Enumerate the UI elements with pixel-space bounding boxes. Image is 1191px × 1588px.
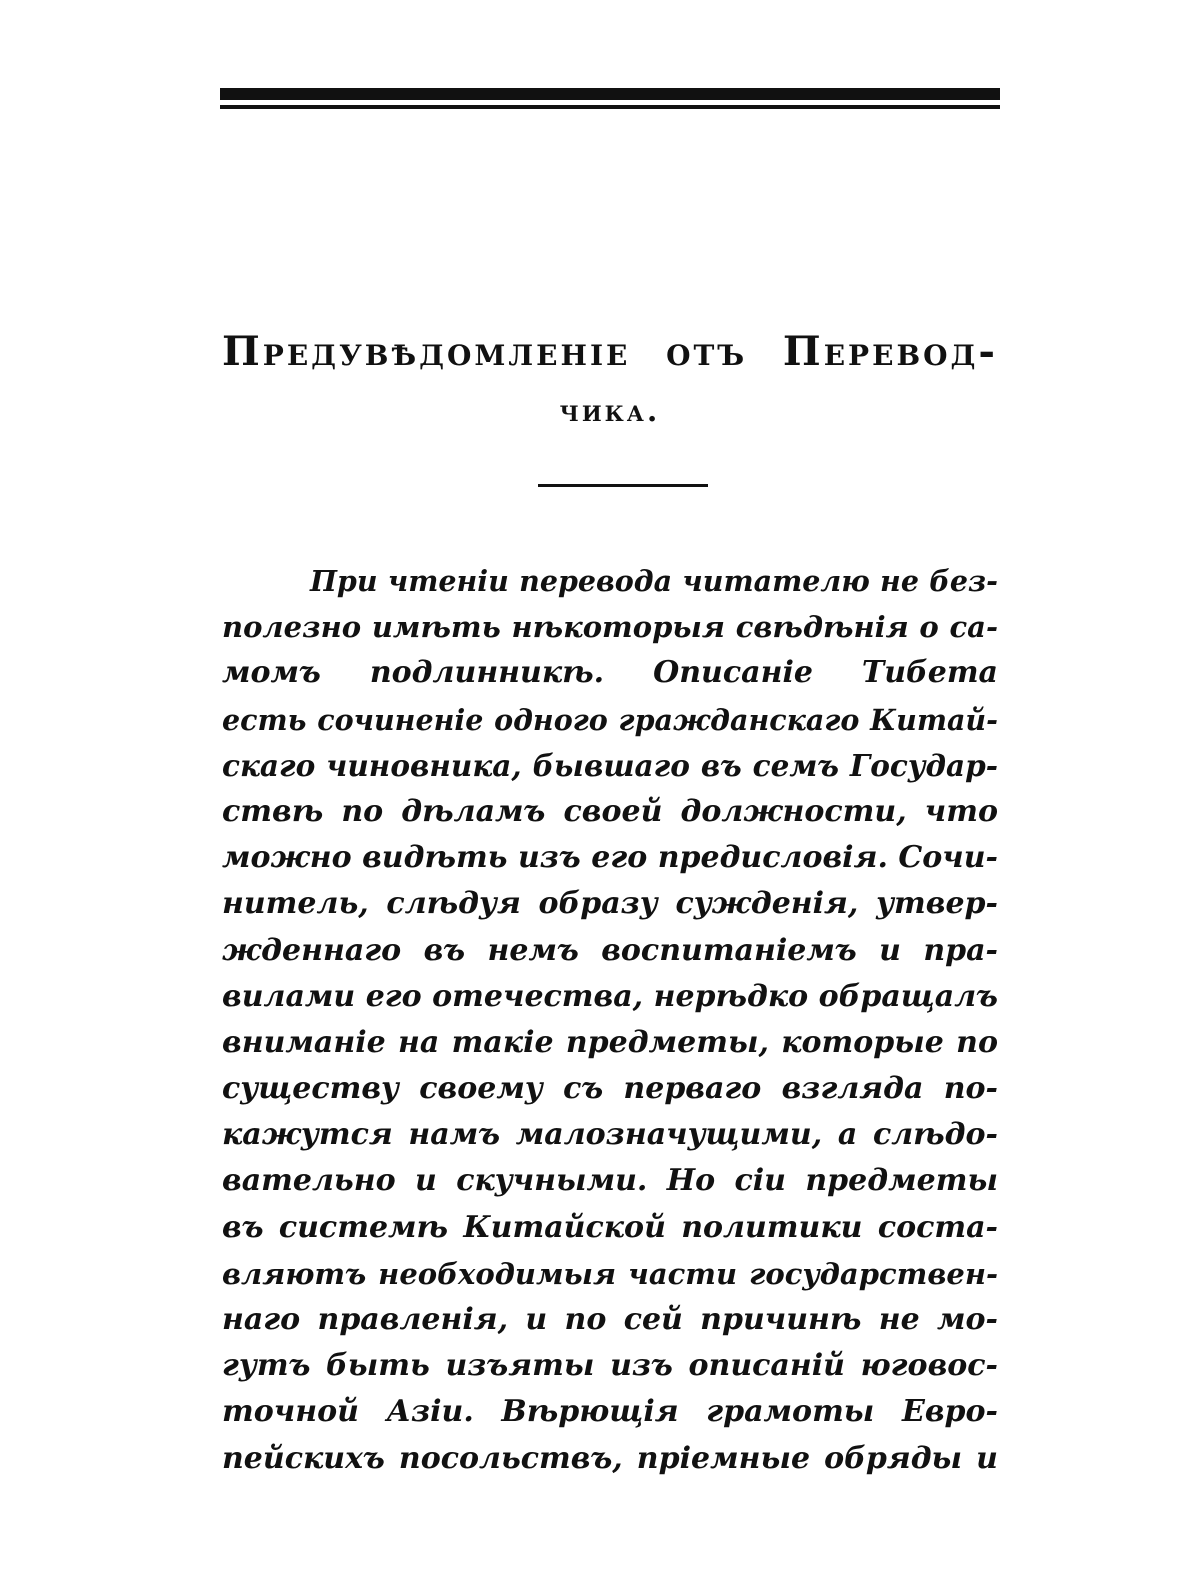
body-line: вниманіе на такіе предметы, которые по [222, 1024, 998, 1060]
body-line: точной Азіи. Вѣрющія грамоты Евро- [222, 1394, 998, 1430]
header-double-rule [220, 88, 1000, 112]
title-separator-rule [538, 484, 708, 487]
body-line: жденнаго въ немъ воспитаніемъ и пра- [222, 932, 998, 968]
section-title [222, 328, 998, 432]
body-line: нитель, слѣдуя образу сужденія, утвер- [222, 886, 998, 922]
body-line: можно видѣть изъ его предисловія. Сочи- [222, 840, 998, 876]
body-line: есть сочиненіе одного гражданскаго Китай- [222, 702, 998, 737]
body-line: вательно и скучными. Но сіи предметы [222, 1163, 998, 1199]
body-line: вилами его отечества, нерѣдко обращалъ [222, 978, 998, 1014]
body-line: скаго чиновника, бывшаго въ семъ Государ- [222, 747, 998, 783]
body-paragraph [222, 558, 998, 1482]
body-line: пейскихъ посольствъ, пріемные обряды и [222, 1440, 998, 1476]
section-title-line-1: Предувѣдомленіе отъ Перевод- [222, 328, 998, 375]
body-line: полезно имѣть нѣкоторыя свѣдѣнія о са- [222, 610, 998, 645]
body-line: существу своему съ перваго взгляда по- [222, 1071, 998, 1107]
header-thin-rule [220, 105, 1000, 109]
body-line: кажутся намъ малозначущими, а слѣдо- [222, 1117, 998, 1153]
body-line: въ системѣ Китайской политики соста- [222, 1209, 998, 1245]
body-line: наго правленія, и по сей причинѣ не мо- [222, 1302, 998, 1337]
body-line: момъ подлинникѣ. Описаніе Тибета [222, 655, 998, 691]
body-line: гутъ быть изъяты изъ описаній юговос- [222, 1348, 998, 1384]
body-line: вляютъ необходимыя части государствен- [222, 1256, 998, 1291]
section-title-line-2: чика. [559, 394, 661, 429]
body-line: При чтеніи перевода читателю не без- [310, 564, 998, 598]
header-thick-rule [220, 88, 1000, 100]
body-line: ствѣ по дѣламъ своей должности, что [222, 793, 998, 829]
